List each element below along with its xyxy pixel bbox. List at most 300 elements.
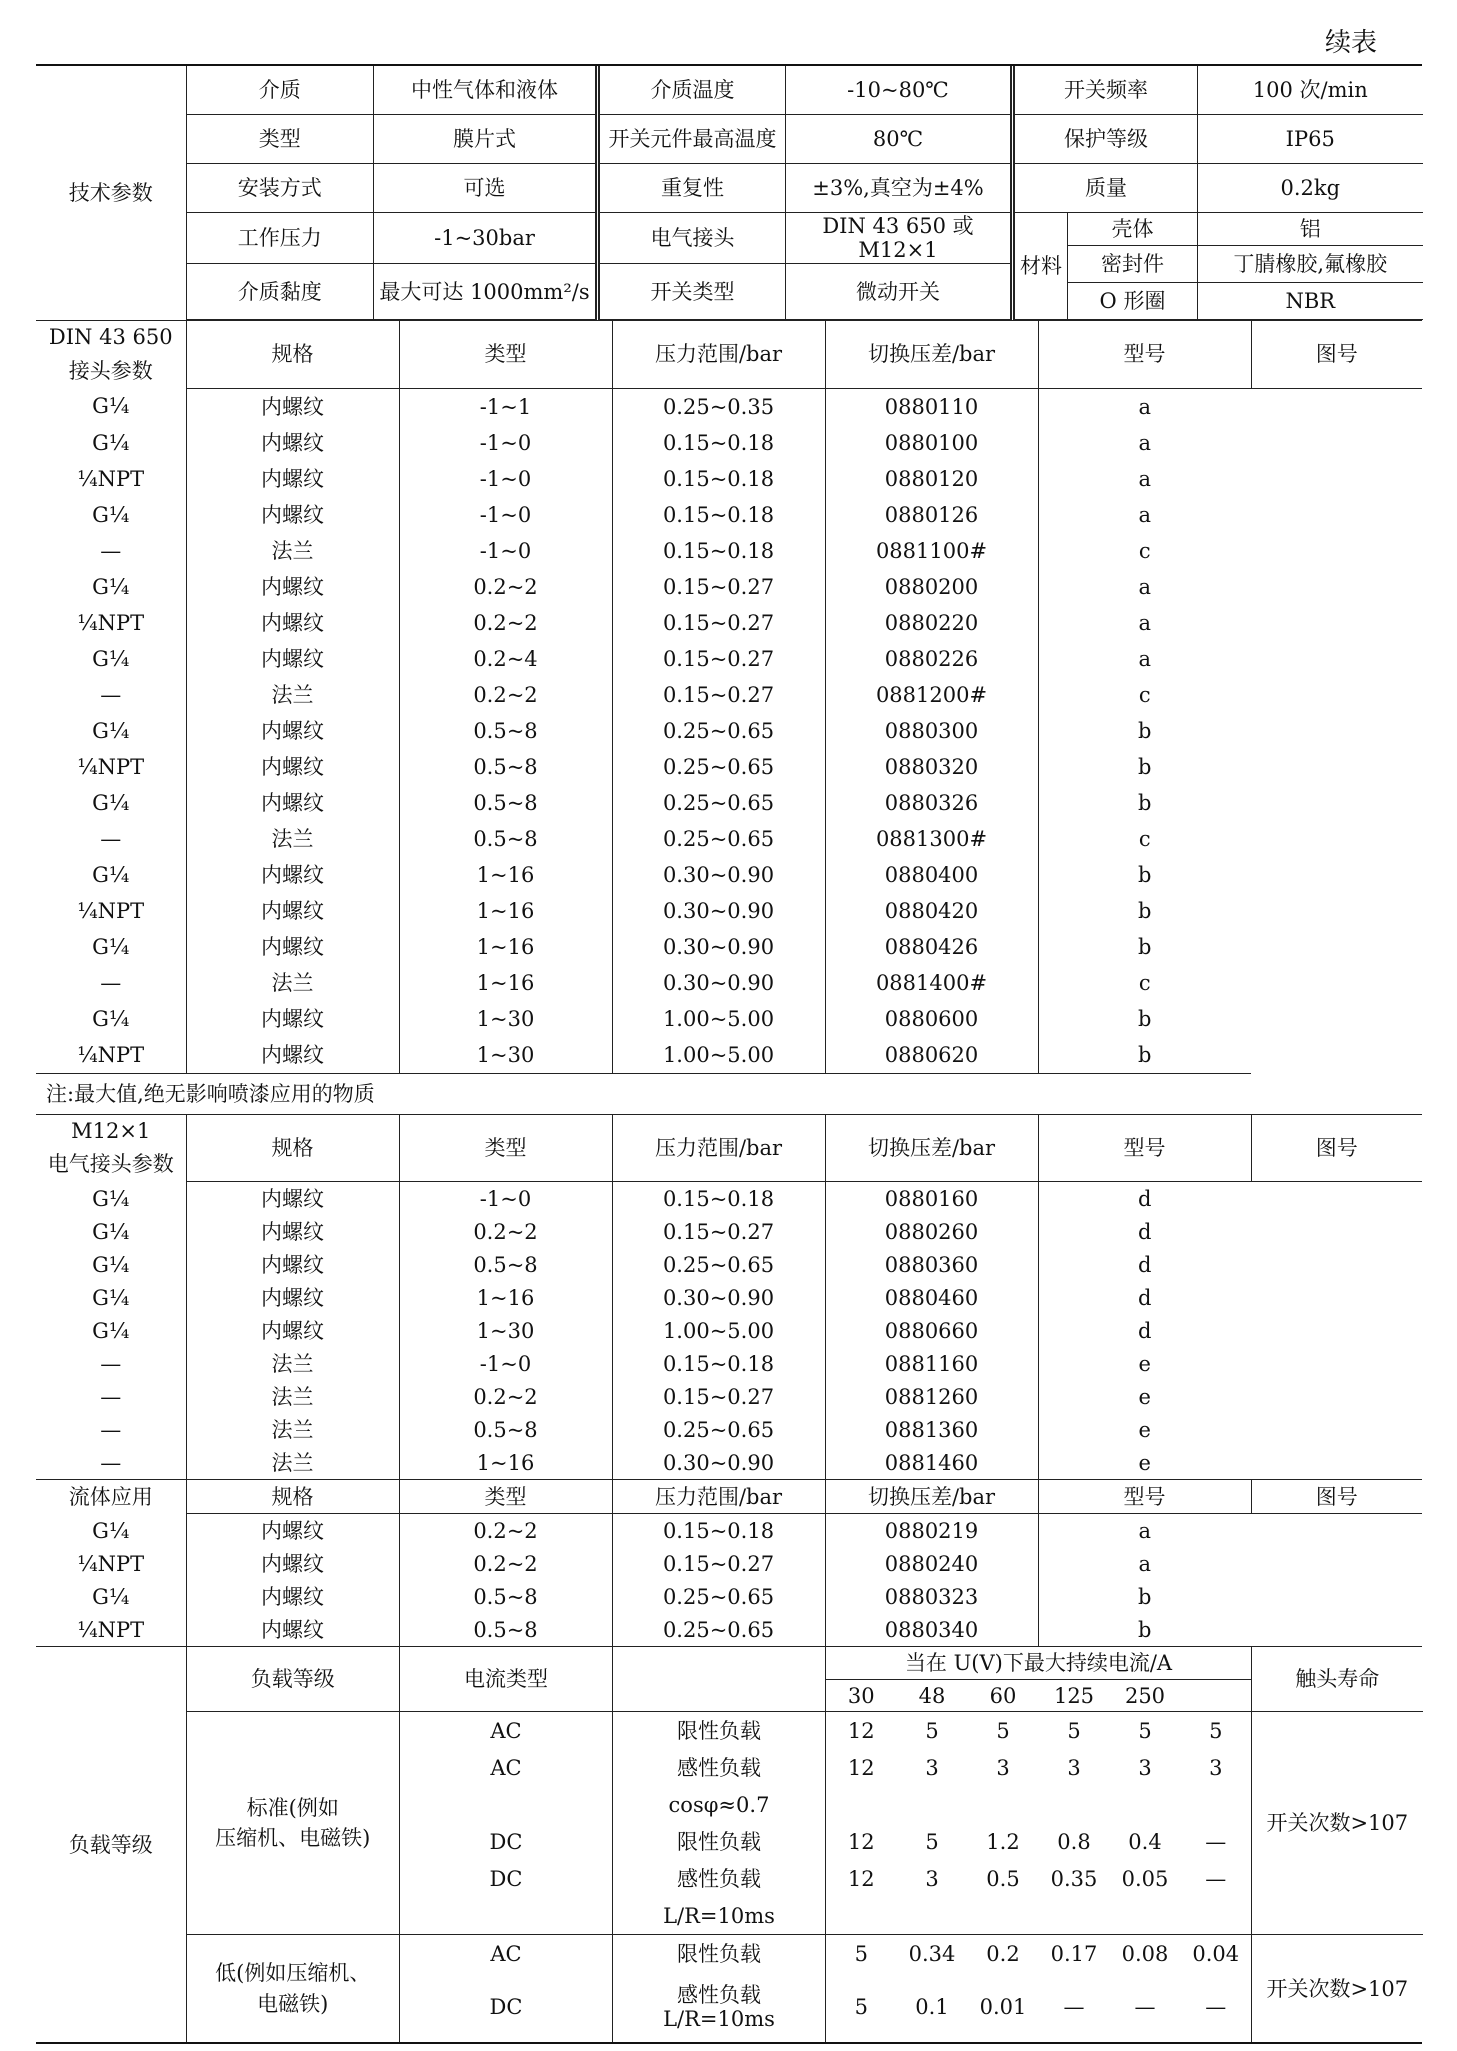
table-row	[36, 785, 1422, 821]
m12-header-row	[36, 1114, 1422, 1182]
table-row	[36, 641, 1422, 677]
table-cell: 0880160	[825, 1182, 1038, 1216]
current-value: 12	[826, 1712, 897, 1750]
table-cell: 1~16	[399, 857, 612, 893]
load-standard-rows	[187, 1712, 1423, 1935]
table-cell: 法兰	[186, 821, 399, 857]
table-cell: ¼NPT	[36, 1613, 186, 1647]
table-cell: 0.2~2	[399, 569, 612, 605]
table-row	[36, 497, 1422, 533]
table-cell: a	[1138, 610, 1152, 635]
tech-value: DIN 43 650 或 M12×1	[786, 213, 1013, 264]
tech-value: 中性气体和液体	[374, 66, 598, 115]
load-type: cosφ≈0.7	[613, 1786, 826, 1823]
table-cell: 0880660	[825, 1314, 1038, 1347]
current-value: 0.01	[979, 1995, 1027, 2020]
table-cell: 0.25~0.65	[612, 1613, 825, 1647]
table-cell: 0880320	[825, 749, 1038, 785]
table-cell: 0.15~0.27	[612, 569, 825, 605]
table-cell: 0880220	[825, 605, 1038, 641]
table-cell: G¼	[36, 857, 186, 893]
table-cell: 1~30	[399, 1037, 612, 1074]
tech-value: 最大可达 1000mm²/s	[374, 264, 598, 320]
column-header: 切换压差/bar	[825, 1480, 1038, 1514]
table-row	[36, 461, 1422, 497]
tech-label: 介质温度	[598, 66, 786, 115]
table-cell: G¼	[36, 1580, 186, 1613]
table-cell: 0.15~0.27	[612, 605, 825, 641]
table-cell: G¼	[36, 641, 186, 677]
load-type-text: 限性负载	[677, 1941, 761, 1966]
table-cell: 0.30~0.90	[612, 929, 825, 965]
current-value: 5	[854, 1995, 868, 2020]
table-cell: 0880460	[825, 1281, 1038, 1314]
table-cell: 0881160	[825, 1347, 1038, 1380]
table-cell: 0.30~0.90	[612, 965, 825, 1001]
table-cell: 0881200#	[825, 677, 1038, 713]
column-header: 类型	[399, 1114, 612, 1182]
current-value: 0.34	[897, 1935, 968, 1973]
table-cell: c	[1138, 826, 1151, 851]
table-cell: c	[1138, 538, 1151, 563]
table-cell: G¼	[36, 713, 186, 749]
table-cell: a	[1138, 1551, 1152, 1576]
table-cell: —	[36, 1446, 186, 1480]
table-cell: 0.15~0.18	[612, 461, 825, 497]
table-cell: 0.15~0.18	[612, 425, 825, 461]
continued-label: 续表	[1324, 28, 1377, 58]
table-row	[36, 1413, 1422, 1446]
table-row	[36, 929, 1422, 965]
table-cell: 0881360	[825, 1413, 1038, 1446]
current-value: 12	[847, 1866, 875, 1891]
table-cell: d	[1138, 1186, 1152, 1211]
load-type: 感性负载	[613, 1749, 826, 1786]
table-cell: 0880426	[825, 929, 1038, 965]
table-cell: e	[1138, 1384, 1151, 1409]
material-name: 壳体	[1068, 213, 1198, 246]
table-cell: 0880260	[825, 1215, 1038, 1248]
load-type	[613, 1972, 826, 2042]
table-cell: 1~30	[399, 1001, 612, 1037]
table-cell: 0.15~0.18	[612, 1182, 825, 1216]
table-cell: 0.2~2	[399, 677, 612, 713]
load-type: 感性负载	[613, 1860, 826, 1897]
table-cell: 0880340	[825, 1613, 1038, 1647]
load-level-standard-line1: 标准(例如	[246, 1795, 339, 1820]
tech-value: 膜片式	[374, 115, 598, 164]
table-cell: 0880600	[825, 1001, 1038, 1037]
table-cell: -1~0	[399, 497, 612, 533]
table-cell: d	[1138, 1252, 1152, 1277]
current-value: 3	[925, 1866, 939, 1891]
table-row	[36, 857, 1422, 893]
table-cell: b	[1138, 934, 1152, 959]
table-cell: e	[1138, 1450, 1151, 1475]
table-cell: 0880360	[825, 1248, 1038, 1281]
table-cell: 内螺纹	[186, 713, 399, 749]
table-cell: 内螺纹	[186, 641, 399, 677]
table-cell: 内螺纹	[186, 605, 399, 641]
table-cell: 法兰	[186, 533, 399, 569]
current-value: 5	[1181, 1712, 1252, 1750]
table-cell: ¼NPT	[36, 1547, 186, 1580]
table-cell: 内螺纹	[186, 857, 399, 893]
column-header: 压力范围/bar	[612, 1114, 825, 1182]
table-cell: -1~1	[399, 388, 612, 425]
current-value: 0.5	[986, 1866, 1020, 1891]
current-value: 3	[996, 1755, 1010, 1780]
section-label-m12-line1: M12×1	[71, 1118, 151, 1143]
section-label-m12	[36, 1114, 186, 1182]
table-cell: c	[1138, 682, 1151, 707]
table-cell: -1~0	[399, 1182, 612, 1216]
column-header: 类型	[399, 1480, 612, 1514]
load-type-note: L/R=10ms	[663, 2007, 775, 2032]
column-header: 图号	[1251, 1114, 1422, 1182]
table-cell: 0880300	[825, 713, 1038, 749]
tech-value: IP65	[1198, 115, 1423, 164]
load-head-current: 电流类型	[400, 1647, 613, 1712]
current-value: —	[1181, 1823, 1252, 1860]
table-cell: 内螺纹	[186, 929, 399, 965]
table-cell: 0.30~0.90	[612, 1281, 825, 1314]
current-type: DC	[400, 1972, 613, 2042]
table-cell: G¼	[36, 388, 186, 425]
din-rows	[36, 388, 1422, 1073]
current-value	[1181, 1786, 1252, 1823]
table-cell: 0.2~2	[399, 1380, 612, 1413]
table-cell: G¼	[36, 425, 186, 461]
section-label-fluid: 流体应用	[36, 1480, 186, 1514]
table-cell: 0880620	[825, 1037, 1038, 1074]
column-header: 压力范围/bar	[612, 321, 825, 389]
table-cell: 0.25~0.65	[612, 713, 825, 749]
tech-label: 保护等级	[1013, 115, 1198, 164]
table-cell: 0.25~0.35	[612, 388, 825, 425]
contact-life-standard: 开关次数>107	[1252, 1712, 1423, 1935]
current-value	[897, 1897, 968, 1935]
column-header: 型号	[1038, 321, 1251, 389]
current-value: 0.17	[1039, 1935, 1110, 1973]
current-value: 0.04	[1181, 1935, 1252, 1973]
table-cell: —	[36, 1413, 186, 1446]
table-cell: 1~16	[399, 965, 612, 1001]
current-value: —	[1181, 1860, 1252, 1897]
table-cell: 内螺纹	[186, 785, 399, 821]
table-cell: a	[1138, 430, 1152, 455]
table-cell: 内螺纹	[186, 388, 399, 425]
table-cell: a	[1138, 394, 1152, 419]
tech-value: -10~80℃	[786, 66, 1013, 115]
table-row	[36, 425, 1422, 461]
table-cell: 0.15~0.18	[612, 497, 825, 533]
current-value: 0.1	[915, 1995, 949, 2020]
table-cell: 1.00~5.00	[612, 1037, 825, 1074]
table-row	[36, 713, 1422, 749]
table-cell: 1~16	[399, 1281, 612, 1314]
table-cell: 法兰	[186, 965, 399, 1001]
current-value	[1110, 1786, 1181, 1823]
table-cell: 内螺纹	[186, 1248, 399, 1281]
column-header: 压力范围/bar	[612, 1480, 825, 1514]
table-cell: 0.5~8	[399, 1613, 612, 1647]
table-cell: -1~0	[399, 533, 612, 569]
m12-rows	[36, 1182, 1422, 1480]
section-label-din-line2: 接头参数	[68, 358, 153, 383]
table-cell: G¼	[36, 569, 186, 605]
table-cell: G¼	[36, 1514, 186, 1548]
table-row	[36, 1347, 1422, 1380]
load-head-life: 触头寿命	[1295, 1667, 1380, 1692]
table-cell: 内螺纹	[186, 1580, 399, 1613]
column-header: 切换压差/bar	[825, 321, 1038, 389]
table-row	[36, 1281, 1422, 1314]
table-cell: 0.5~8	[399, 821, 612, 857]
table-cell: 内螺纹	[186, 461, 399, 497]
load-type: 限性负载	[613, 1823, 826, 1860]
section-label-tech: 技术参数	[36, 65, 186, 321]
table-cell: 法兰	[186, 1347, 399, 1380]
table-cell: 0.15~0.18	[612, 1347, 825, 1380]
table-cell: 0.5~8	[399, 1248, 612, 1281]
table-cell: —	[36, 965, 186, 1001]
table-cell: a	[1138, 574, 1152, 599]
current-value: 3	[925, 1755, 939, 1780]
current-value: 0.08	[1110, 1935, 1181, 1973]
current-value: 5	[1110, 1712, 1181, 1750]
current-value: 5	[826, 1935, 897, 1973]
current-value: 3	[1138, 1755, 1152, 1780]
table-cell: 内螺纹	[186, 893, 399, 929]
table-cell: 内螺纹	[186, 1037, 399, 1074]
table-cell: 0.15~0.27	[612, 641, 825, 677]
table-cell: 0.5~8	[399, 713, 612, 749]
table-cell: 内螺纹	[186, 1547, 399, 1580]
current-value	[1039, 1786, 1110, 1823]
table-cell: 0880200	[825, 569, 1038, 605]
tech-label: 开关元件最高温度	[598, 115, 786, 164]
voltage-label: 250	[1124, 1683, 1166, 1708]
table-row	[36, 1446, 1422, 1480]
table-cell: b	[1138, 790, 1152, 815]
table-cell: 0.5~8	[399, 1413, 612, 1446]
column-header: 图号	[1251, 1480, 1422, 1514]
table-cell: G¼	[36, 1248, 186, 1281]
tech-section	[36, 65, 1422, 321]
load-type: 限性负载	[613, 1712, 826, 1750]
table-cell: 0881300#	[825, 821, 1038, 857]
table-cell: 0881460	[825, 1446, 1038, 1480]
table-cell: 1~16	[399, 1446, 612, 1480]
table-cell: -1~0	[399, 425, 612, 461]
table-cell: 0.5~8	[399, 785, 612, 821]
table-cell: 0880219	[825, 1514, 1038, 1548]
table-cell: 0.2~2	[399, 1547, 612, 1580]
material-label: 材料	[1013, 213, 1068, 320]
current-type: AC	[400, 1749, 613, 1786]
current-value: 5	[968, 1712, 1039, 1750]
section-label-m12-line2: 电气接头参数	[47, 1152, 174, 1177]
table-cell: 内螺纹	[186, 1001, 399, 1037]
current-value: 1.2	[986, 1829, 1020, 1854]
table-cell: b	[1138, 1584, 1152, 1609]
table-cell: G¼	[36, 1314, 186, 1347]
tech-label: 介质	[187, 66, 374, 115]
table-cell: b	[1138, 1042, 1152, 1067]
load-head-type	[613, 1647, 826, 1712]
table-row	[36, 1514, 1422, 1548]
table-row	[36, 1547, 1422, 1580]
table-cell: 1~30	[399, 1314, 612, 1347]
current-value: 0.4	[1128, 1829, 1162, 1854]
table-cell: —	[36, 677, 186, 713]
current-value	[1110, 1897, 1181, 1935]
table-cell: 0880100	[825, 425, 1038, 461]
table-cell: 法兰	[186, 1413, 399, 1446]
table-cell: 0880226	[825, 641, 1038, 677]
table-cell: 0.25~0.65	[612, 749, 825, 785]
column-header: 图号	[1251, 321, 1422, 389]
table-cell: 0.15~0.27	[612, 1380, 825, 1413]
table-cell: d	[1138, 1285, 1152, 1310]
table-row	[36, 965, 1422, 1001]
table-row	[36, 1182, 1422, 1216]
tech-label: 开关频率	[1013, 66, 1198, 115]
table-cell: ¼NPT	[36, 893, 186, 929]
table-row	[36, 1613, 1422, 1647]
current-value	[897, 1786, 968, 1823]
table-cell: 0880420	[825, 893, 1038, 929]
tech-label: 类型	[187, 115, 374, 164]
table-row	[36, 388, 1422, 425]
current-type: DC	[400, 1823, 613, 1860]
table-cell: 0.15~0.18	[612, 533, 825, 569]
table-cell: 0880120	[825, 461, 1038, 497]
material-name: 密封件	[1068, 246, 1198, 283]
table-cell: 0.30~0.90	[612, 1446, 825, 1480]
table-cell: —	[36, 533, 186, 569]
tech-label: 质量	[1013, 164, 1198, 213]
table-cell: 0.25~0.65	[612, 1248, 825, 1281]
load-type: L/R=10ms	[613, 1897, 826, 1935]
table-cell: G¼	[36, 785, 186, 821]
current-value: 0.8	[1057, 1829, 1091, 1854]
table-cell: 0.2~4	[399, 641, 612, 677]
voltage-label: 30	[847, 1683, 875, 1708]
table-cell: 内螺纹	[186, 1613, 399, 1647]
table-row	[36, 533, 1422, 569]
table-cell: a	[1138, 646, 1152, 671]
table-cell: —	[36, 1380, 186, 1413]
current-value	[968, 1897, 1039, 1935]
table-cell: 0880323	[825, 1580, 1038, 1613]
table-cell: e	[1138, 1417, 1151, 1442]
current-type: AC	[400, 1935, 613, 1973]
contact-life-low: 开关次数>107	[1252, 1935, 1423, 2043]
table-cell: G¼	[36, 497, 186, 533]
table-row	[36, 749, 1422, 785]
table-row	[36, 1215, 1422, 1248]
material-value: 丁腈橡胶,氟橡胶	[1198, 246, 1423, 283]
table-cell: 0.2~2	[399, 1215, 612, 1248]
fluid-rows	[36, 1514, 1422, 1647]
load-head-level: 负载等级	[187, 1647, 400, 1712]
load-level-low-line1: 低(例如压缩机、	[215, 1961, 371, 1986]
tech-value: 可选	[374, 164, 598, 213]
table-row	[36, 569, 1422, 605]
table-cell: 0880400	[825, 857, 1038, 893]
column-header: 规格	[186, 1480, 399, 1514]
tech-value: ±3%,真空为±4%	[786, 164, 1013, 213]
table-row	[36, 605, 1422, 641]
tech-value: 0.2kg	[1198, 164, 1423, 213]
table-cell: 0.25~0.65	[612, 821, 825, 857]
table-cell: 0880326	[825, 785, 1038, 821]
load-row	[187, 1935, 1423, 1973]
din-note: 注:最大值,绝无影响喷漆应用的物质	[36, 1073, 1251, 1114]
current-type	[400, 1786, 613, 1823]
table-cell: b	[1138, 718, 1152, 743]
column-header: 型号	[1038, 1114, 1251, 1182]
load-section	[36, 1647, 1422, 2044]
table-cell: 0880126	[825, 497, 1038, 533]
table-cell: 内螺纹	[186, 1514, 399, 1548]
table-cell: b	[1138, 754, 1152, 779]
tech-label: 工作压力	[187, 213, 374, 264]
table-cell: 1~16	[399, 929, 612, 965]
table-cell: 0.15~0.27	[612, 1547, 825, 1580]
current-value: 5	[897, 1712, 968, 1750]
table-cell: 0880110	[825, 388, 1038, 425]
section-label-load: 负载等级	[36, 1647, 186, 2044]
current-value	[1039, 1897, 1110, 1935]
fluid-header-row	[36, 1480, 1422, 1514]
table-cell: 0881100#	[825, 533, 1038, 569]
table-cell: 内螺纹	[186, 1281, 399, 1314]
table-cell: —	[36, 1347, 186, 1380]
table-cell: 0880240	[825, 1547, 1038, 1580]
table-cell: 0.25~0.65	[612, 785, 825, 821]
current-value: 5	[925, 1829, 939, 1854]
table-cell: 0.2~2	[399, 605, 612, 641]
table-cell: 0.5~8	[399, 749, 612, 785]
load-row	[187, 1712, 1423, 1750]
load-level-low	[187, 1935, 400, 2043]
current-value: 0.05	[1121, 1866, 1169, 1891]
tech-label: 电气接头	[598, 213, 786, 264]
material-value: NBR	[1198, 282, 1423, 319]
column-header: 型号	[1038, 1480, 1251, 1514]
current-value: 0.2	[968, 1935, 1039, 1973]
table-cell: 0.25~0.65	[612, 1580, 825, 1613]
table-row	[36, 821, 1422, 857]
table-cell: G¼	[36, 1001, 186, 1037]
current-value: —	[1134, 1995, 1156, 2020]
current-value: 12	[847, 1755, 875, 1780]
voltage-label: 125	[1053, 1683, 1095, 1708]
table-cell: e	[1138, 1351, 1151, 1376]
table-cell: b	[1138, 862, 1152, 887]
table-cell: 0.2~2	[399, 1514, 612, 1548]
table-cell: 0.5~8	[399, 1580, 612, 1613]
column-header: 规格	[186, 1114, 399, 1182]
current-value: 5	[1039, 1712, 1110, 1750]
table-cell: 内螺纹	[186, 1215, 399, 1248]
load-type-text: 感性负载	[677, 1983, 761, 2008]
load-level-low-line2: 电磁铁)	[257, 1991, 329, 2016]
table-row	[36, 1001, 1422, 1037]
